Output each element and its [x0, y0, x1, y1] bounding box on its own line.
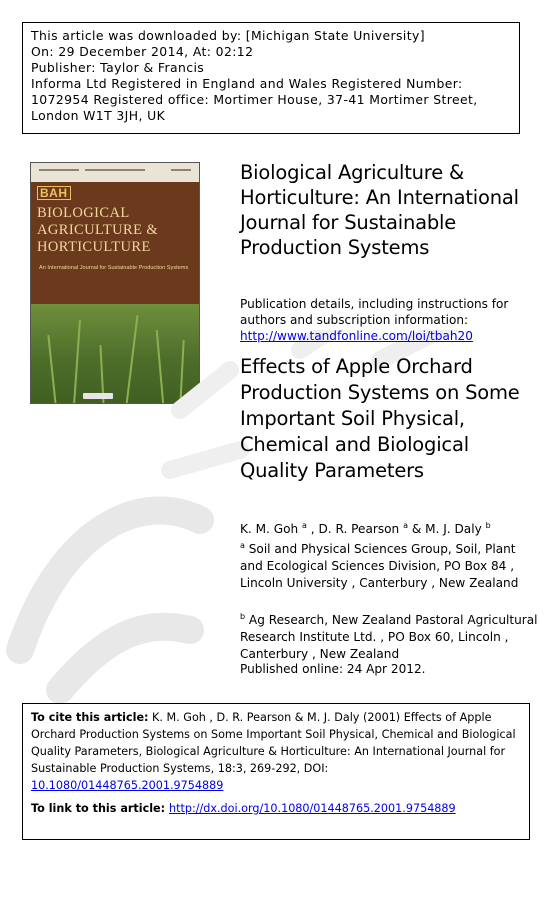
publication-details-line: authors and subscription information: [240, 313, 469, 327]
affiliation-text: Soil and Physical Sciences Group, Soil, Plant and Ecological Sciences Division, PO Box 84 , Lincoln University , Canterbury , New Zealand [240, 542, 519, 591]
affiliation-mark: b [240, 612, 246, 621]
author-name: M. J. Daly [425, 522, 482, 537]
download-notice-box [22, 22, 520, 134]
journal-url-link[interactable]: http://www.tandfonline.com/loi/tbah20 [240, 329, 473, 343]
article-link-line [31, 800, 521, 817]
author-name: D. R. Pearson [318, 522, 400, 537]
publisher-logo [83, 393, 113, 399]
affiliation-b [240, 608, 540, 663]
citation-box [22, 703, 530, 840]
journal-cover-image [30, 162, 200, 404]
publication-details [240, 296, 540, 344]
affiliation-text: Ag Research, New Zealand Pastoral Agricultural Research Institute Ltd. , PO Box 60, Lincoln , Canterbury , New Zealand [240, 613, 538, 662]
citation-text [31, 709, 521, 794]
download-notice-line: On: 29 December 2014, At: 02:12 [31, 44, 254, 59]
link-label: To link to this article: [31, 802, 169, 815]
publication-details-line: Publication details, including instructions for [240, 297, 509, 311]
download-notice-line: This article was downloaded by: [Michigan State University] [31, 28, 425, 43]
author-affiliation-mark: a [403, 521, 408, 530]
journal-title: Biological Agriculture & Horticulture: An International Journal for Sustainable Production Systems [240, 161, 519, 259]
cite-label: To cite this article: [31, 711, 149, 724]
author-list [240, 518, 491, 537]
affiliation-a [240, 537, 540, 592]
cover-badge: BAH [37, 186, 71, 200]
cite-body: K. M. Goh , D. R. Pearson & M. J. Daly (2001) Effects of Apple Orchard Production Systems on Some Important Soil Physical, Chemical and Biological Quality Parameters, Biological Agriculture & Horticulture: An International Journal for Sustainable Production Systems, 18:3, 269-292, DOI: [31, 711, 516, 775]
download-notice-line: Informa Ltd Registered in England and Wales Registered Number: [31, 76, 463, 91]
article-url-link[interactable]: http://dx.doi.org/10.1080/01448765.2001.9754889 [169, 802, 456, 815]
author-separator: & [407, 522, 426, 537]
cover-wheat-field [31, 304, 199, 404]
download-notice-line: Publisher: Taylor & Francis [31, 60, 205, 75]
author-name: K. M. Goh [240, 522, 299, 537]
cover-title: BIOLOGICAL AGRICULTURE & HORTICULTURE [37, 205, 159, 255]
cover-top-band [31, 163, 199, 182]
author-affiliation-mark: b [485, 521, 491, 530]
download-notice-line: London W1T 3JH, UK [31, 108, 166, 123]
affiliation-mark: a [240, 541, 245, 550]
published-online-date: Published online: 24 Apr 2012. [240, 662, 426, 676]
cover-subtitle: An International Journal for Sustainable Production Systems [39, 265, 189, 271]
doi-link[interactable]: 10.1080/01448765.2001.9754889 [31, 779, 224, 792]
article-title: Effects of Apple Orchard Production Systems on Some Important Soil Physical, Chemical and Biological Quality Parameters [240, 355, 520, 482]
author-affiliation-mark: a [302, 521, 307, 530]
author-separator: , [306, 522, 319, 537]
download-notice-line: 1072954 Registered office: Mortimer House, 37-41 Mortimer Street, [31, 92, 478, 107]
